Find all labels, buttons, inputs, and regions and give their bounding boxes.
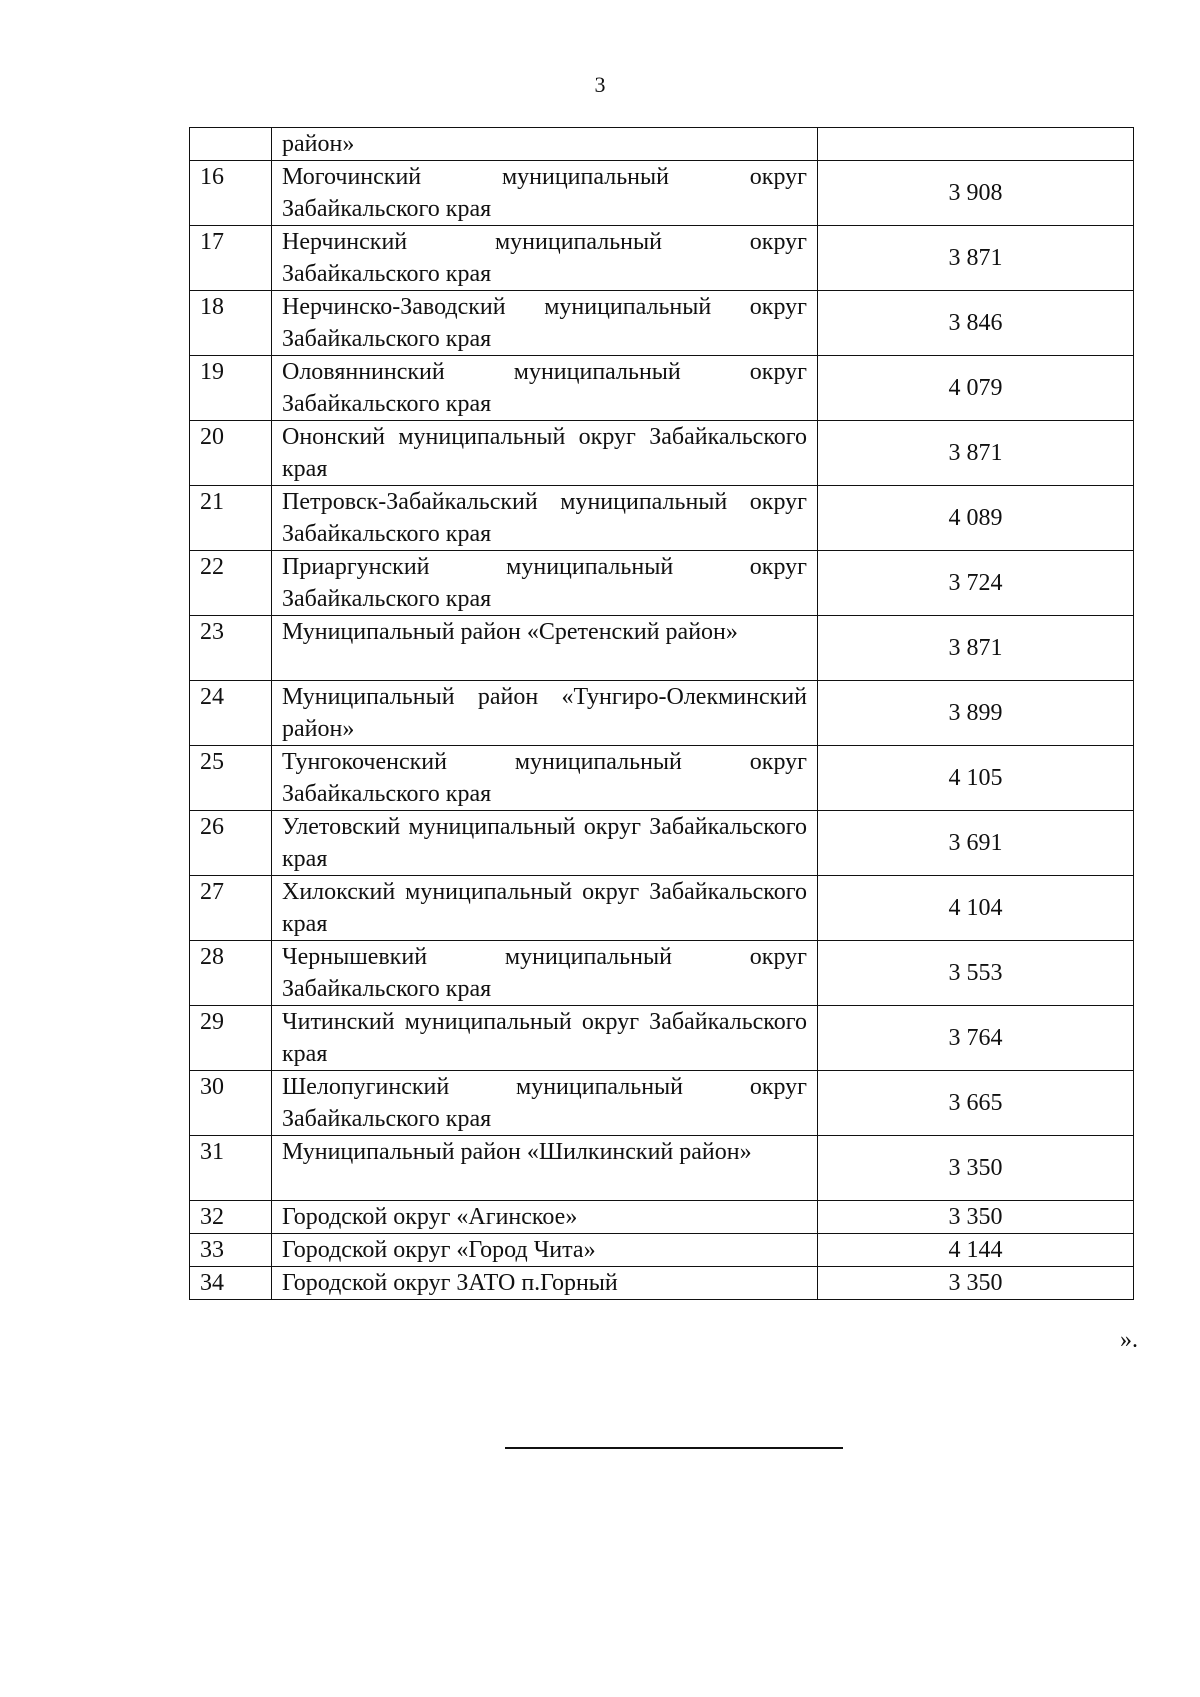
- table-row: [190, 1267, 1134, 1300]
- row-number: [190, 128, 272, 161]
- row-value: 3 553: [818, 941, 1134, 1006]
- row-value: 3 846: [818, 291, 1134, 356]
- row-value: 4 105: [818, 746, 1134, 811]
- table-row: [190, 356, 1134, 421]
- row-value: 4 144: [818, 1234, 1134, 1267]
- row-value: 3 871: [818, 616, 1134, 681]
- row-number: 16: [190, 161, 272, 226]
- row-number: 23: [190, 616, 272, 681]
- row-value: 3 871: [818, 421, 1134, 486]
- table-row: [190, 421, 1134, 486]
- row-value: 4 104: [818, 876, 1134, 941]
- row-value: 3 724: [818, 551, 1134, 616]
- row-number: 20: [190, 421, 272, 486]
- page-number: 3: [594, 72, 606, 97]
- table-row: [190, 291, 1134, 356]
- table-row: [190, 161, 1134, 226]
- table-row: [190, 1234, 1134, 1267]
- row-number: 29: [190, 1006, 272, 1071]
- municipality-name: Нерчинский муниципальный округ Забайкальского края: [272, 226, 818, 291]
- municipality-name: Городской округ ЗАТО п.Горный: [272, 1267, 818, 1300]
- municipality-name: Муниципальный район «Шилкинский район»: [272, 1136, 818, 1201]
- table-row: [190, 616, 1134, 681]
- table-row: [190, 1136, 1134, 1201]
- table-row: [190, 876, 1134, 941]
- municipality-name: Шелопугинский муниципальный округ Забайкальского края: [272, 1071, 818, 1136]
- row-value: 3 899: [818, 681, 1134, 746]
- row-value: 3 350: [818, 1267, 1134, 1300]
- row-number: 18: [190, 291, 272, 356]
- row-number: 21: [190, 486, 272, 551]
- municipality-name: Оловяннинский муниципальный округ Забайкальского края: [272, 356, 818, 421]
- table-row: [190, 486, 1134, 551]
- municipality-name: Городской округ «Город Чита»: [272, 1234, 818, 1267]
- row-number: 19: [190, 356, 272, 421]
- row-number: 31: [190, 1136, 272, 1201]
- table-row: [190, 1071, 1134, 1136]
- closing-quote: ».: [1120, 1327, 1138, 1353]
- table-row: [190, 681, 1134, 746]
- row-number: 27: [190, 876, 272, 941]
- row-number: 22: [190, 551, 272, 616]
- table-row: [190, 226, 1134, 291]
- row-number: 30: [190, 1071, 272, 1136]
- municipality-name: Могочинский муниципальный округ Забайкальского края: [272, 161, 818, 226]
- row-value: 3 691: [818, 811, 1134, 876]
- row-value: 3 350: [818, 1201, 1134, 1234]
- row-value: 3 908: [818, 161, 1134, 226]
- row-number: 25: [190, 746, 272, 811]
- municipality-name: Улетовский муниципальный округ Забайкальского края: [272, 811, 818, 876]
- municipality-name: Муниципальный район «Тунгиро-Олекминский район»: [272, 681, 818, 746]
- municipality-name: Чернышевкий муниципальный округ Забайкальского края: [272, 941, 818, 1006]
- row-number: 33: [190, 1234, 272, 1267]
- municipality-name: Ононский муниципальный округ Забайкальского края: [272, 421, 818, 486]
- table-row: [190, 1201, 1134, 1234]
- table-row: [190, 1006, 1134, 1071]
- row-number: 34: [190, 1267, 272, 1300]
- municipality-name: Нерчинско-Заводский муниципальный округ Забайкальского края: [272, 291, 818, 356]
- row-number: 32: [190, 1201, 272, 1234]
- row-number: 28: [190, 941, 272, 1006]
- municipality-name: Петровск-Забайкальский муниципальный округ Забайкальского края: [272, 486, 818, 551]
- row-number: 17: [190, 226, 272, 291]
- municipality-name: район»: [272, 128, 818, 161]
- municipality-name: Приаргунский муниципальный округ Забайкальского края: [272, 551, 818, 616]
- table-row: [190, 128, 1134, 161]
- municipality-table: [189, 127, 1134, 1300]
- row-value: 3 871: [818, 226, 1134, 291]
- table-row: [190, 941, 1134, 1006]
- row-number: 26: [190, 811, 272, 876]
- municipality-name: Городской округ «Агинское»: [272, 1201, 818, 1234]
- row-value: 4 089: [818, 486, 1134, 551]
- row-value: 3 665: [818, 1071, 1134, 1136]
- end-separator-line: [505, 1447, 843, 1449]
- table-row: [190, 746, 1134, 811]
- row-number: 24: [190, 681, 272, 746]
- municipality-name: Тунгокоченский муниципальный округ Забайкальского края: [272, 746, 818, 811]
- table-row: [190, 551, 1134, 616]
- municipality-name: Муниципальный район «Сретенский район»: [272, 616, 818, 681]
- table-row: [190, 811, 1134, 876]
- municipality-name: Читинский муниципальный округ Забайкальского края: [272, 1006, 818, 1071]
- municipality-name: Хилокский муниципальный округ Забайкальского края: [272, 876, 818, 941]
- row-value: 4 079: [818, 356, 1134, 421]
- row-value: [818, 128, 1134, 161]
- row-value: 3 764: [818, 1006, 1134, 1071]
- row-value: 3 350: [818, 1136, 1134, 1201]
